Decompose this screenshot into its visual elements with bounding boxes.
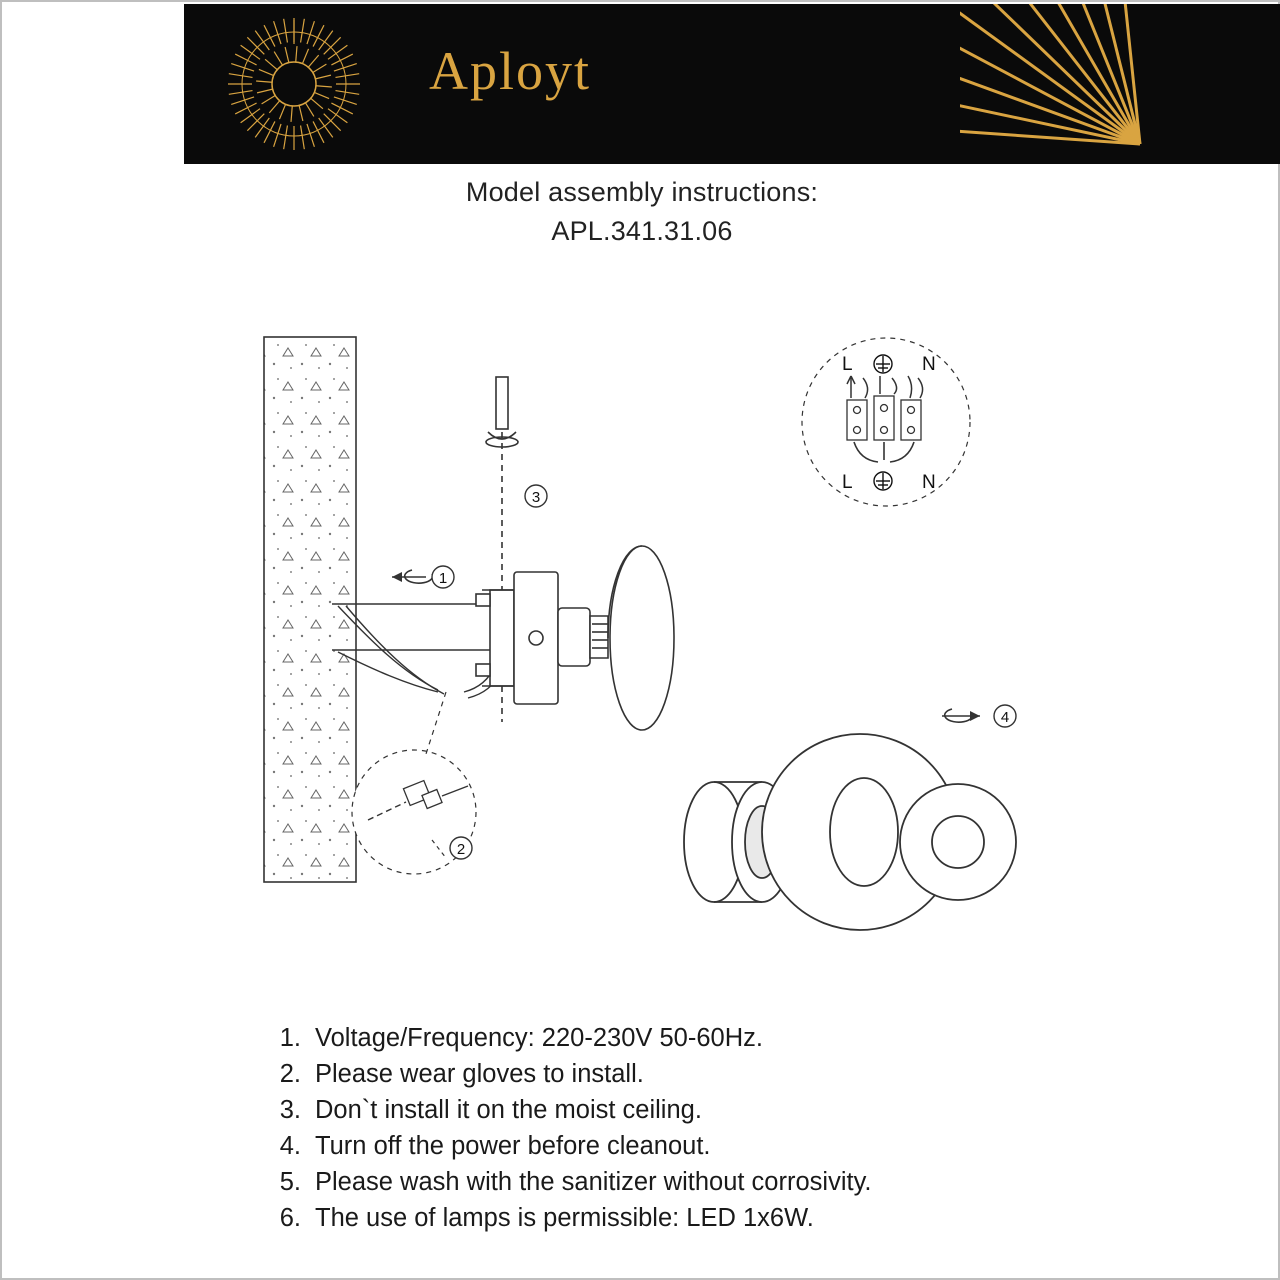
terminal-label-N-top: N: [922, 354, 936, 375]
connector-detail-bubble: [352, 692, 476, 874]
note-text: Don`t install it on the moist ceiling.: [315, 1096, 702, 1124]
sunburst-rays-icon: [960, 4, 1280, 164]
earth-symbol-bottom: [874, 472, 892, 490]
note-number: 5.: [279, 1168, 301, 1196]
note-text: Please wear gloves to install.: [315, 1060, 644, 1088]
terminal-label-N-bottom: N: [922, 472, 936, 493]
note-number: 1.: [279, 1024, 301, 1052]
callout-4-label: 4: [1000, 709, 1010, 726]
note-text: Please wash with the sanitizer without corrosivity.: [315, 1168, 872, 1196]
callout-2-label: 2: [456, 841, 466, 858]
model-number: APL.341.31.06: [551, 216, 733, 246]
callout-1-label: 1: [438, 570, 448, 587]
lamp-backplate: [514, 572, 608, 704]
callout-1-group: [392, 566, 454, 588]
list-item: [257, 1164, 1237, 1200]
list-item: [257, 1200, 1237, 1236]
terminal-label-L-top: L: [842, 354, 853, 375]
terminal-label-L-bottom: L: [842, 472, 853, 493]
sunburst-logo-icon: [224, 14, 364, 154]
callout-3-group: [525, 485, 547, 507]
lamp-head-exploded: [608, 546, 674, 730]
assembled-lamp: [684, 734, 1016, 930]
note-number: 3.: [279, 1096, 301, 1124]
earth-symbol-top: [874, 355, 892, 373]
brand-wordmark: Aployt: [429, 41, 592, 101]
wall-wires: [332, 604, 508, 698]
note-text: The use of lamps is permissible: LED 1x6W.: [315, 1204, 814, 1232]
callout-3-label: 3: [531, 489, 541, 506]
note-number: 2.: [279, 1060, 301, 1088]
list-item: [257, 1020, 1237, 1056]
list-item: [257, 1128, 1237, 1164]
note-text: Voltage/Frequency: 220-230V 50-60Hz.: [315, 1024, 763, 1052]
wiring-diagram: [802, 338, 970, 506]
note-number: 6.: [279, 1204, 301, 1232]
callout-4-group: [942, 705, 1016, 727]
page-title-block: [2, 177, 1280, 247]
list-item: [257, 1056, 1237, 1092]
note-number: 4.: [279, 1132, 301, 1160]
page-title: Model assembly instructions:: [465, 177, 819, 207]
assembly-diagram: [2, 272, 1280, 972]
list-item: [257, 1092, 1237, 1128]
brand-banner: [184, 4, 1280, 164]
safety-notes-list: [257, 1020, 1237, 1236]
note-text: Turn off the power before cleanout.: [315, 1132, 711, 1160]
